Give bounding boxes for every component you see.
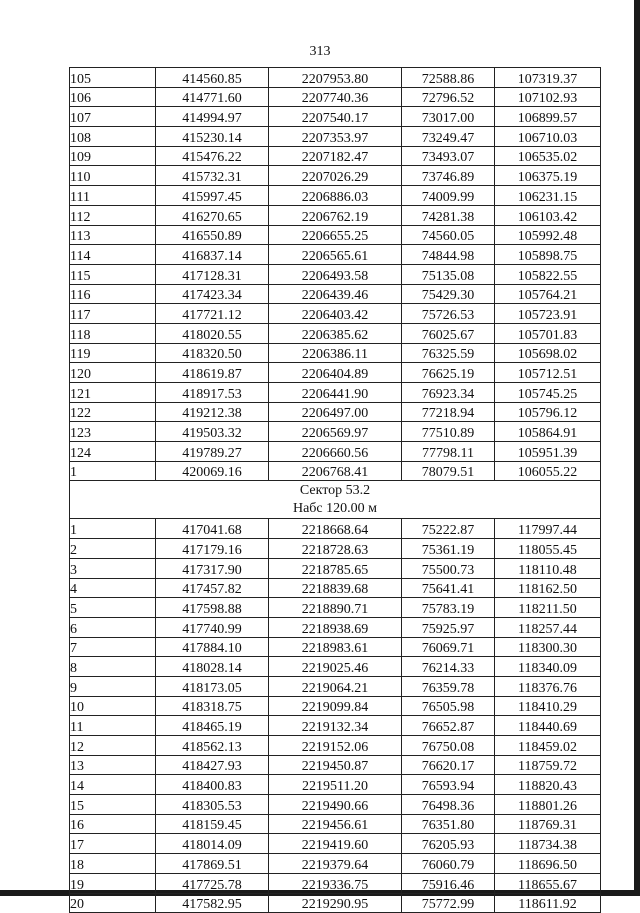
y-coordinate-cell: 2219336.75 <box>269 873 402 893</box>
y-coordinate-cell: 2206441.90 <box>269 383 402 403</box>
x-local-cell: 74560.05 <box>402 225 495 245</box>
coordinates-rows-before <box>70 68 601 481</box>
y-local-cell: 118300.30 <box>495 637 601 657</box>
sector-header-row <box>70 481 601 519</box>
point-number-cell: 118 <box>70 323 156 343</box>
y-coordinate-cell: 2206404.89 <box>269 363 402 383</box>
table-row <box>70 87 601 107</box>
x-coordinate-cell: 418159.45 <box>156 814 269 834</box>
point-number-cell: 108 <box>70 127 156 147</box>
table-row <box>70 166 601 186</box>
y-local-cell: 105701.83 <box>495 323 601 343</box>
x-local-cell: 76325.59 <box>402 343 495 363</box>
y-local-cell: 117997.44 <box>495 519 601 539</box>
point-number-cell: 120 <box>70 363 156 383</box>
y-local-cell: 118759.72 <box>495 755 601 775</box>
x-coordinate-cell: 416837.14 <box>156 245 269 265</box>
coordinates-rows-after <box>70 519 601 913</box>
y-local-cell: 118801.26 <box>495 795 601 815</box>
x-local-cell: 77798.11 <box>402 442 495 462</box>
table-row <box>70 323 601 343</box>
x-coordinate-cell: 417725.78 <box>156 873 269 893</box>
table-row <box>70 422 601 442</box>
y-local-cell: 118340.09 <box>495 657 601 677</box>
table-row <box>70 127 601 147</box>
y-local-cell: 105864.91 <box>495 422 601 442</box>
table-row <box>70 363 601 383</box>
point-number-cell: 119 <box>70 343 156 363</box>
y-coordinate-cell: 2206497.00 <box>269 402 402 422</box>
y-coordinate-cell: 2206439.46 <box>269 284 402 304</box>
table-row <box>70 539 601 559</box>
y-coordinate-cell: 2206385.62 <box>269 323 402 343</box>
table-row <box>70 873 601 893</box>
table-row <box>70 558 601 578</box>
point-number-cell: 15 <box>70 795 156 815</box>
x-local-cell: 76205.93 <box>402 834 495 854</box>
x-coordinate-cell: 418917.53 <box>156 383 269 403</box>
x-coordinate-cell: 418465.19 <box>156 716 269 736</box>
y-coordinate-cell: 2219099.84 <box>269 696 402 716</box>
table-row <box>70 284 601 304</box>
x-coordinate-cell: 418400.83 <box>156 775 269 795</box>
x-coordinate-cell: 418619.87 <box>156 363 269 383</box>
table-row <box>70 637 601 657</box>
y-local-cell: 105712.51 <box>495 363 601 383</box>
point-number-cell: 9 <box>70 676 156 696</box>
x-coordinate-cell: 420069.16 <box>156 461 269 481</box>
point-number-cell: 11 <box>70 716 156 736</box>
point-number-cell: 7 <box>70 637 156 657</box>
point-number-cell: 18 <box>70 854 156 874</box>
y-coordinate-cell: 2218983.61 <box>269 637 402 657</box>
y-coordinate-cell: 2219419.60 <box>269 834 402 854</box>
y-local-cell: 106375.19 <box>495 166 601 186</box>
table-row <box>70 343 601 363</box>
page-number: 313 <box>309 44 331 59</box>
y-local-cell: 106231.15 <box>495 186 601 206</box>
y-coordinate-cell: 2206886.03 <box>269 186 402 206</box>
table-row <box>70 383 601 403</box>
sector-header-group <box>70 481 601 519</box>
y-coordinate-cell: 2206493.58 <box>269 264 402 284</box>
point-number-cell: 2 <box>70 539 156 559</box>
x-local-cell: 76652.87 <box>402 716 495 736</box>
y-local-cell: 105822.55 <box>495 264 601 284</box>
table-row <box>70 716 601 736</box>
x-coordinate-cell: 415476.22 <box>156 146 269 166</box>
y-coordinate-cell: 2218728.63 <box>269 539 402 559</box>
x-coordinate-cell: 418173.05 <box>156 676 269 696</box>
x-coordinate-cell: 419212.38 <box>156 402 269 422</box>
y-coordinate-cell: 2219290.95 <box>269 893 402 913</box>
y-local-cell: 118459.02 <box>495 736 601 756</box>
y-coordinate-cell: 2219025.46 <box>269 657 402 677</box>
table-row <box>70 755 601 775</box>
y-coordinate-cell: 2206569.97 <box>269 422 402 442</box>
point-number-cell: 122 <box>70 402 156 422</box>
table-row <box>70 578 601 598</box>
x-coordinate-cell: 417740.99 <box>156 617 269 637</box>
sector-header-cell <box>70 481 601 519</box>
x-local-cell: 76025.67 <box>402 323 495 343</box>
table-row <box>70 834 601 854</box>
x-local-cell: 76625.19 <box>402 363 495 383</box>
x-local-cell: 78079.51 <box>402 461 495 481</box>
x-local-cell: 73746.89 <box>402 166 495 186</box>
point-number-cell: 124 <box>70 442 156 462</box>
x-local-cell: 74844.98 <box>402 245 495 265</box>
x-coordinate-cell: 416270.65 <box>156 205 269 225</box>
point-number-cell: 121 <box>70 383 156 403</box>
x-coordinate-cell: 417721.12 <box>156 304 269 324</box>
x-local-cell: 75429.30 <box>402 284 495 304</box>
y-local-cell: 118440.69 <box>495 716 601 736</box>
y-coordinate-cell: 2206386.11 <box>269 343 402 363</box>
x-coordinate-cell: 419789.27 <box>156 442 269 462</box>
y-coordinate-cell: 2219152.06 <box>269 736 402 756</box>
y-coordinate-cell: 2218668.64 <box>269 519 402 539</box>
table-row <box>70 795 601 815</box>
x-local-cell: 76069.71 <box>402 637 495 657</box>
x-coordinate-cell: 417582.95 <box>156 893 269 913</box>
x-coordinate-cell: 418318.75 <box>156 696 269 716</box>
y-local-cell: 106055.22 <box>495 461 601 481</box>
x-local-cell: 73249.47 <box>402 127 495 147</box>
x-local-cell: 73017.00 <box>402 107 495 127</box>
point-number-cell: 5 <box>70 598 156 618</box>
y-local-cell: 118611.92 <box>495 893 601 913</box>
y-coordinate-cell: 2206762.19 <box>269 205 402 225</box>
x-local-cell: 76593.94 <box>402 775 495 795</box>
y-local-cell: 105745.25 <box>495 383 601 403</box>
x-local-cell: 74009.99 <box>402 186 495 206</box>
x-coordinate-cell: 418028.14 <box>156 657 269 677</box>
table-row <box>70 461 601 481</box>
x-coordinate-cell: 418562.13 <box>156 736 269 756</box>
y-coordinate-cell: 2219456.61 <box>269 814 402 834</box>
table-row <box>70 676 601 696</box>
x-coordinate-cell: 415732.31 <box>156 166 269 186</box>
point-number-cell: 3 <box>70 558 156 578</box>
y-local-cell: 105992.48 <box>495 225 601 245</box>
point-number-cell: 10 <box>70 696 156 716</box>
table-row <box>70 402 601 422</box>
y-coordinate-cell: 2219132.34 <box>269 716 402 736</box>
y-local-cell: 106103.42 <box>495 205 601 225</box>
y-local-cell: 118376.76 <box>495 676 601 696</box>
x-local-cell: 75500.73 <box>402 558 495 578</box>
y-coordinate-cell: 2207026.29 <box>269 166 402 186</box>
point-number-cell: 107 <box>70 107 156 127</box>
y-coordinate-cell: 2218938.69 <box>269 617 402 637</box>
table-row <box>70 598 601 618</box>
x-coordinate-cell: 414771.60 <box>156 87 269 107</box>
y-coordinate-cell: 2218785.65 <box>269 558 402 578</box>
x-coordinate-cell: 414994.97 <box>156 107 269 127</box>
y-coordinate-cell: 2218839.68 <box>269 578 402 598</box>
y-local-cell: 118696.50 <box>495 854 601 874</box>
x-local-cell: 75361.19 <box>402 539 495 559</box>
table-row <box>70 264 601 284</box>
y-coordinate-cell: 2207740.36 <box>269 87 402 107</box>
x-local-cell: 75726.53 <box>402 304 495 324</box>
y-coordinate-cell: 2206565.61 <box>269 245 402 265</box>
y-coordinate-cell: 2206403.42 <box>269 304 402 324</box>
y-local-cell: 118257.44 <box>495 617 601 637</box>
point-number-cell: 1 <box>70 519 156 539</box>
y-local-cell: 105764.21 <box>495 284 601 304</box>
y-coordinate-cell: 2206660.56 <box>269 442 402 462</box>
x-local-cell: 76214.33 <box>402 657 495 677</box>
x-coordinate-cell: 417179.16 <box>156 539 269 559</box>
y-local-cell: 106710.03 <box>495 127 601 147</box>
point-number-cell: 8 <box>70 657 156 677</box>
table-row <box>70 304 601 324</box>
table-row <box>70 245 601 265</box>
x-local-cell: 76923.34 <box>402 383 495 403</box>
x-coordinate-cell: 418305.53 <box>156 795 269 815</box>
x-local-cell: 72796.52 <box>402 87 495 107</box>
table-row <box>70 146 601 166</box>
point-number-cell: 115 <box>70 264 156 284</box>
y-coordinate-cell: 2207353.97 <box>269 127 402 147</box>
point-number-cell: 17 <box>70 834 156 854</box>
point-number-cell: 19 <box>70 873 156 893</box>
y-local-cell: 105796.12 <box>495 402 601 422</box>
y-local-cell: 105898.75 <box>495 245 601 265</box>
x-local-cell: 76620.17 <box>402 755 495 775</box>
point-number-cell: 12 <box>70 736 156 756</box>
y-local-cell: 105698.02 <box>495 343 601 363</box>
y-coordinate-cell: 2206768.41 <box>269 461 402 481</box>
point-number-cell: 4 <box>70 578 156 598</box>
point-number-cell: 1 <box>70 461 156 481</box>
point-number-cell: 111 <box>70 186 156 206</box>
x-local-cell: 72588.86 <box>402 68 495 88</box>
x-local-cell: 77510.89 <box>402 422 495 442</box>
y-local-cell: 105723.91 <box>495 304 601 324</box>
x-coordinate-cell: 417128.31 <box>156 264 269 284</box>
x-coordinate-cell: 415230.14 <box>156 127 269 147</box>
y-local-cell: 118820.43 <box>495 775 601 795</box>
table-row <box>70 205 601 225</box>
x-local-cell: 76060.79 <box>402 854 495 874</box>
x-coordinate-cell: 414560.85 <box>156 68 269 88</box>
y-local-cell: 107102.93 <box>495 87 601 107</box>
x-coordinate-cell: 418020.55 <box>156 323 269 343</box>
x-local-cell: 75916.46 <box>402 873 495 893</box>
y-coordinate-cell: 2219450.87 <box>269 755 402 775</box>
table-row <box>70 657 601 677</box>
table-row <box>70 186 601 206</box>
table-row <box>70 814 601 834</box>
point-number-cell: 106 <box>70 87 156 107</box>
point-number-cell: 117 <box>70 304 156 324</box>
point-number-cell: 110 <box>70 166 156 186</box>
table-row <box>70 442 601 462</box>
point-number-cell: 116 <box>70 284 156 304</box>
x-local-cell: 75925.97 <box>402 617 495 637</box>
table-row <box>70 519 601 539</box>
x-coordinate-cell: 417884.10 <box>156 637 269 657</box>
point-number-cell: 13 <box>70 755 156 775</box>
x-local-cell: 75135.08 <box>402 264 495 284</box>
x-local-cell: 76351.80 <box>402 814 495 834</box>
y-coordinate-cell: 2219511.20 <box>269 775 402 795</box>
sector-title: Сектор 53.2 <box>299 482 371 498</box>
table-row <box>70 68 601 88</box>
x-local-cell: 75772.99 <box>402 893 495 913</box>
y-local-cell: 106899.57 <box>495 107 601 127</box>
y-local-cell: 118655.67 <box>495 873 601 893</box>
x-local-cell: 76505.98 <box>402 696 495 716</box>
sector-height: Набс 120.00 м <box>292 500 378 516</box>
table-row <box>70 736 601 756</box>
x-local-cell: 74281.38 <box>402 205 495 225</box>
y-local-cell: 106535.02 <box>495 146 601 166</box>
x-coordinate-cell: 418014.09 <box>156 834 269 854</box>
point-number-cell: 114 <box>70 245 156 265</box>
x-coordinate-cell: 416550.89 <box>156 225 269 245</box>
y-local-cell: 118110.48 <box>495 558 601 578</box>
table-row <box>70 225 601 245</box>
table-row <box>70 696 601 716</box>
x-local-cell: 76750.08 <box>402 736 495 756</box>
y-coordinate-cell: 2207182.47 <box>269 146 402 166</box>
y-local-cell: 118410.29 <box>495 696 601 716</box>
point-number-cell: 6 <box>70 617 156 637</box>
y-local-cell: 105951.39 <box>495 442 601 462</box>
x-coordinate-cell: 417598.88 <box>156 598 269 618</box>
y-coordinate-cell: 2219490.66 <box>269 795 402 815</box>
y-coordinate-cell: 2218890.71 <box>269 598 402 618</box>
point-number-cell: 20 <box>70 893 156 913</box>
x-local-cell: 77218.94 <box>402 402 495 422</box>
y-local-cell: 118162.50 <box>495 578 601 598</box>
y-coordinate-cell: 2219064.21 <box>269 676 402 696</box>
x-coordinate-cell: 417869.51 <box>156 854 269 874</box>
y-local-cell: 118734.38 <box>495 834 601 854</box>
x-coordinate-cell: 415997.45 <box>156 186 269 206</box>
x-local-cell: 75222.87 <box>402 519 495 539</box>
x-coordinate-cell: 418427.93 <box>156 755 269 775</box>
point-number-cell: 123 <box>70 422 156 442</box>
coordinates-table <box>69 67 601 913</box>
point-number-cell: 113 <box>70 225 156 245</box>
point-number-cell: 112 <box>70 205 156 225</box>
x-coordinate-cell: 417317.90 <box>156 558 269 578</box>
x-coordinate-cell: 417423.34 <box>156 284 269 304</box>
x-coordinate-cell: 417041.68 <box>156 519 269 539</box>
y-local-cell: 118211.50 <box>495 598 601 618</box>
x-local-cell: 76498.36 <box>402 795 495 815</box>
table-row <box>70 775 601 795</box>
y-local-cell: 118055.45 <box>495 539 601 559</box>
y-local-cell: 118769.31 <box>495 814 601 834</box>
y-coordinate-cell: 2207540.17 <box>269 107 402 127</box>
x-coordinate-cell: 418320.50 <box>156 343 269 363</box>
point-number-cell: 105 <box>70 68 156 88</box>
y-coordinate-cell: 2207953.80 <box>269 68 402 88</box>
y-local-cell: 107319.37 <box>495 68 601 88</box>
y-coordinate-cell: 2219379.64 <box>269 854 402 874</box>
y-coordinate-cell: 2206655.25 <box>269 225 402 245</box>
table-row <box>70 617 601 637</box>
point-number-cell: 16 <box>70 814 156 834</box>
x-local-cell: 73493.07 <box>402 146 495 166</box>
x-coordinate-cell: 417457.82 <box>156 578 269 598</box>
point-number-cell: 14 <box>70 775 156 795</box>
x-local-cell: 75783.19 <box>402 598 495 618</box>
point-number-cell: 109 <box>70 146 156 166</box>
x-local-cell: 75641.41 <box>402 578 495 598</box>
table-row <box>70 854 601 874</box>
table-row <box>70 107 601 127</box>
x-coordinate-cell: 419503.32 <box>156 422 269 442</box>
x-local-cell: 76359.78 <box>402 676 495 696</box>
